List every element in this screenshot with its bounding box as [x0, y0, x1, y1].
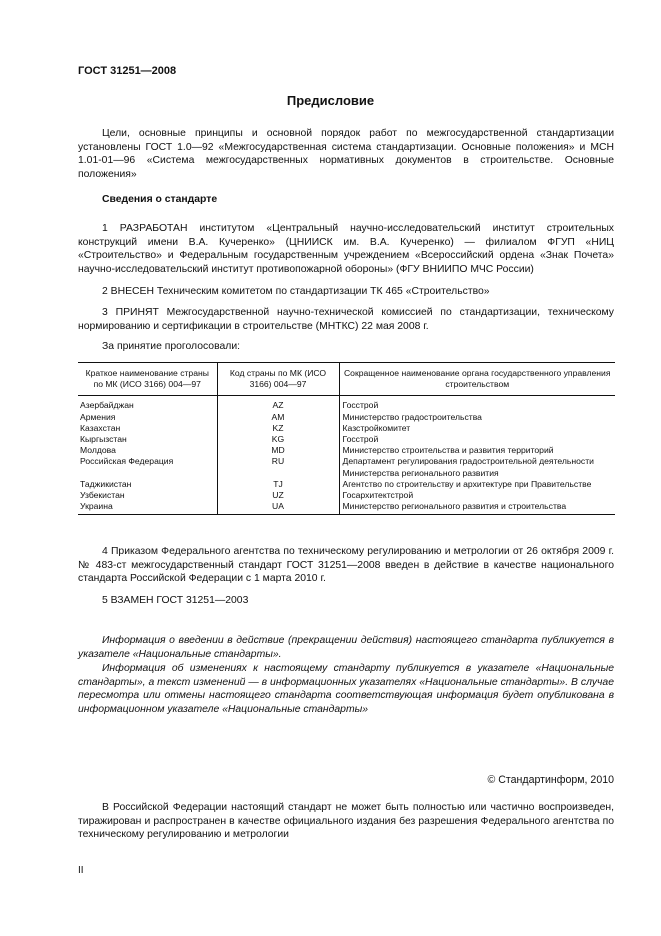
authority-cell: Госархитектстрой: [339, 490, 615, 501]
table-row: [78, 501, 615, 515]
section-title: Сведения о стандарте: [102, 194, 218, 205]
authority-cell: Госстрой: [339, 434, 615, 445]
country-cell: Российская Федерация: [80, 456, 174, 467]
country-cell: Казахстан: [80, 422, 121, 433]
table-row: [78, 456, 615, 478]
country-cell: Таджикистан: [80, 478, 132, 489]
code-cell: AM: [217, 412, 339, 423]
header-code: Код страны по МК (ИСО 3166) 004—97: [217, 363, 339, 396]
header-authority: Сокращенное наименование органа государственного управления строительством: [339, 363, 615, 396]
code-cell: MD: [217, 445, 339, 456]
page-number: II: [78, 865, 84, 876]
country-cell: Азербайджан: [80, 400, 134, 411]
code-cell: KZ: [217, 423, 339, 434]
item-3-adopted: 3 ПРИНЯТ Межгосударственной научно-технической комиссией по стандартизации, техническому нормированию и сертификации в строительстве (МНТКС) 22 мая 2008 г.: [78, 307, 614, 332]
country-cell: Армения: [80, 411, 116, 422]
country-cell: Молдова: [80, 445, 116, 456]
table-row: [78, 445, 615, 456]
item-5-replaces: 5 ВЗАМЕН ГОСТ 31251—2003: [102, 595, 249, 606]
vote-table-header: [78, 363, 615, 396]
document-header: ГОСТ 31251—2008: [78, 65, 177, 77]
code-cell: UZ: [217, 490, 339, 501]
page-title: Предисловие: [286, 93, 375, 108]
table-row: [78, 490, 615, 501]
item-1-developed: 1 РАЗРАБОТАН институтом «Центральный научно-исследовательский институт строительных конструкций имени В.А. Кучеренко» (ЦНИИСК им. В.А. Кучеренко) — филиалом ФГУП «НИЦ «Строительство» и Федеральным государственным учреждением «Всероссийский ордена «Знак Почета» научно-исследовательский институт противопожарной обороны» (ФГУ ВНИИПО МЧС России): [78, 223, 614, 275]
info-paragraph-2: Информация об изменениях к настоящему стандарту публикуется в указателе «Национальные стандарты», а текст изменений — в информационных указателях «Национальные стандарты». В случае пересмотра или отмены настоящего стандарта соответствующая информация будет опубликована в информационном указателе «Национальные стандарты»: [78, 663, 614, 715]
table-row: [78, 423, 615, 434]
vote-label: За принятие проголосовали:: [102, 341, 241, 352]
code-cell: RU: [217, 456, 339, 478]
authority-cell: Департамент регулирования градостроительной деятельности Министерства регионального развития: [339, 456, 615, 478]
table-row: [78, 434, 615, 445]
code-cell: KG: [217, 434, 339, 445]
header-country: Краткое наименование страны по МК (ИСО 3166) 004—97: [78, 363, 217, 396]
table-row: [78, 479, 615, 490]
copyright: © Стандартинформ, 2010: [487, 774, 614, 786]
table-row: [78, 412, 615, 423]
table-row: [78, 396, 615, 412]
code-cell: UA: [217, 501, 339, 515]
country-cell: Кыргызстан: [80, 434, 127, 445]
authority-cell: Агентство по строительству и архитектуре при Правительстве: [339, 479, 615, 490]
item-2-submitted: 2 ВНЕСЕН Техническим комитетом по стандартизации ТК 465 «Строительство»: [102, 286, 490, 297]
code-cell: TJ: [217, 479, 339, 490]
authority-cell: Казстройкомитет: [339, 423, 615, 434]
authority-cell: Министерство регионального развития и строительства: [339, 501, 615, 515]
intro-paragraph: Цели, основные принципы и основной порядок работ по межгосударственной стандартизации установлены ГОСТ 1.0—92 «Межгосударственная система стандартизации. Основные положения» и МСН 1.01-01—96 «Система межгосударственных нормативных документов в строительстве. Основные положения»: [78, 128, 614, 180]
authority-cell: Министерство градостроительства: [339, 412, 615, 423]
country-cell: Узбекистан: [80, 490, 125, 501]
authority-cell: Госстрой: [339, 396, 615, 412]
country-cell: Украина: [78, 501, 217, 515]
vote-table: [78, 362, 615, 515]
code-cell: AZ: [217, 396, 339, 412]
reproduction-notice: В Российской Федерации настоящий стандарт не может быть полностью или частично воспроизведен, тиражирован и распространен в качестве официального издания без разрешения Федерального агентства по техническому регулированию и метрологии: [78, 802, 614, 841]
authority-cell: Министерство строительства и развития территорий: [339, 445, 615, 456]
info-paragraph-1: Информация о введении в действие (прекращении действия) настоящего стандарта публикуется в указателе «Национальные стандарты».: [78, 635, 614, 660]
item-4-order: 4 Приказом Федерального агентства по техническому регулированию и метрологии от 26 октября 2009 г. № 483-ст межгосударственный стандарт ГОСТ 31251—2008 введен в действие в качестве национального стандарта Российской Федерации с 1 марта 2010 г.: [78, 546, 614, 585]
